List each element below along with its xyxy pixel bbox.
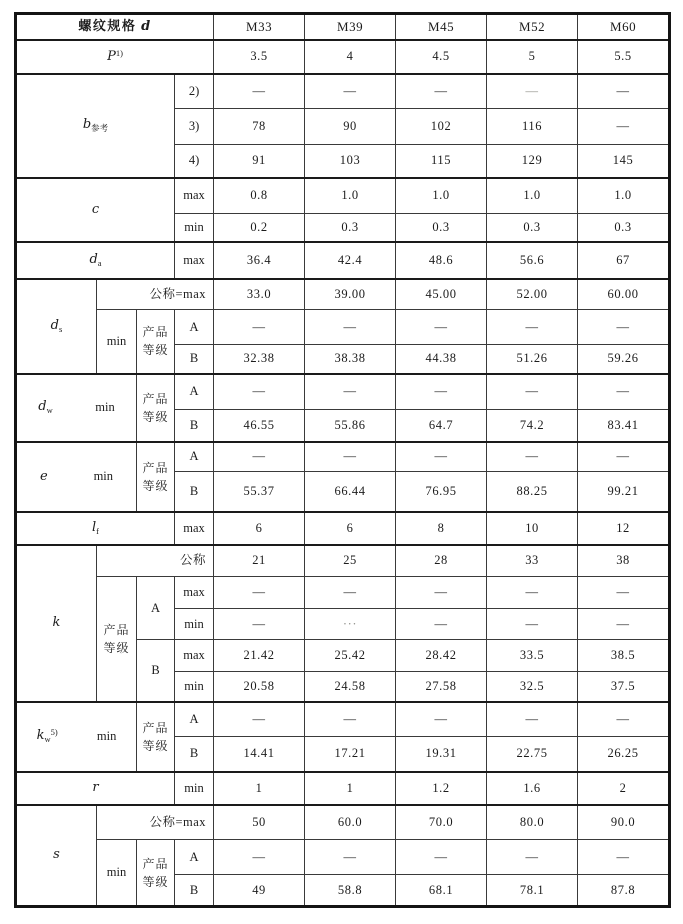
row-label-cell: $d_s$ [16, 279, 97, 374]
value-cell: 4.5 [396, 40, 487, 74]
value-cell: 60.00 [578, 279, 670, 310]
value-cell: 24.58 [305, 672, 396, 702]
row-label-cell: A [175, 442, 214, 472]
table-row [16, 279, 670, 310]
value-cell: 49 [214, 875, 305, 907]
value-cell: 55.37 [214, 472, 305, 512]
value-cell: 78 [214, 109, 305, 145]
row-label-cell: $P^{1)}$ [16, 40, 214, 74]
value-cell: 116 [487, 109, 578, 145]
value-cell: — [487, 609, 578, 640]
value-cell: 103 [305, 145, 396, 178]
value-cell: 68.1 [396, 875, 487, 907]
value-cell: — [214, 702, 305, 737]
row-label-cell: min [175, 672, 214, 702]
value-cell: 1.0 [396, 178, 487, 214]
value-cell: — [578, 702, 670, 737]
value-cell: 56.6 [487, 242, 578, 279]
value-cell: 48.6 [396, 242, 487, 279]
column-header-cell: M45 [396, 14, 487, 40]
value-cell: — [578, 74, 670, 109]
value-cell: 19.31 [396, 737, 487, 772]
value-cell: 3.5 [214, 40, 305, 74]
value-cell: 5 [487, 40, 578, 74]
value-cell: 0.2 [214, 214, 305, 242]
table-row [16, 702, 670, 737]
value-cell: 0.3 [305, 214, 396, 242]
value-cell: 6 [214, 512, 305, 545]
value-cell: 32.38 [214, 345, 305, 374]
value-cell: 99.21 [578, 472, 670, 512]
value-cell: 38.5 [578, 640, 670, 672]
value-cell: 64.7 [396, 410, 487, 442]
table-row [16, 840, 670, 875]
value-cell: 0.3 [578, 214, 670, 242]
value-cell: — [487, 374, 578, 410]
value-cell: — [578, 609, 670, 640]
value-cell: 20.58 [214, 672, 305, 702]
row-label-cell: $l_f$ [16, 512, 175, 545]
value-cell: 39.00 [305, 279, 396, 310]
value-cell: 10 [487, 512, 578, 545]
row-label-cell: 公称 [97, 545, 214, 577]
value-cell: 1.6 [487, 772, 578, 805]
column-header-cell: M52 [487, 14, 578, 40]
row-label-cell: max [175, 178, 214, 214]
row-label-cell: 2) [175, 74, 214, 109]
row-label-cell: A [175, 840, 214, 875]
row-label-cell: 产品 等级 [97, 577, 137, 702]
column-header-cell: M33 [214, 14, 305, 40]
value-cell: 129 [487, 145, 578, 178]
value-cell: 74.2 [487, 410, 578, 442]
row-label-cell: A [175, 702, 214, 737]
value-cell: — [396, 442, 487, 472]
value-cell: — [487, 702, 578, 737]
value-cell: 44.38 [396, 345, 487, 374]
value-cell: — [305, 374, 396, 410]
row-label-cell: 产品 等级 [137, 442, 175, 512]
row-label-cell: 3) [175, 109, 214, 145]
value-cell: 0.8 [214, 178, 305, 214]
column-header-cell: M39 [305, 14, 396, 40]
value-cell: 70.0 [396, 805, 487, 840]
row-label-cell: $k_w^{5)}$ min [16, 702, 137, 772]
row-label-cell: A [175, 310, 214, 345]
table-row [16, 442, 670, 472]
value-cell: — [214, 442, 305, 472]
value-cell: 25.42 [305, 640, 396, 672]
value-cell: 51.26 [487, 345, 578, 374]
value-cell: 28.42 [396, 640, 487, 672]
value-cell: 59.26 [578, 345, 670, 374]
thread-spec-table [14, 12, 671, 908]
value-cell: 1.0 [578, 178, 670, 214]
value-cell: 37.5 [578, 672, 670, 702]
value-cell: — [305, 442, 396, 472]
table-row [16, 242, 670, 279]
row-label-cell: min [175, 214, 214, 242]
row-label-cell: s [16, 805, 97, 907]
header-row [16, 14, 670, 40]
row-label-cell: 公称=max [97, 805, 214, 840]
row-label-cell: k [16, 545, 97, 702]
value-cell: — [487, 310, 578, 345]
row-label-cell: $b_{参考}$ [16, 74, 175, 178]
row-label-cell: min [175, 609, 214, 640]
value-cell: 5.5 [578, 40, 670, 74]
value-cell: 45.00 [396, 279, 487, 310]
table-row [16, 545, 670, 577]
value-cell: 12 [578, 512, 670, 545]
value-cell: — [214, 74, 305, 109]
value-cell: 1 [305, 772, 396, 805]
value-cell: 115 [396, 145, 487, 178]
row-label-cell: max [175, 640, 214, 672]
table-row [16, 577, 670, 609]
row-label-cell: min [175, 772, 214, 805]
table-row [16, 310, 670, 345]
value-cell: 90 [305, 109, 396, 145]
row-label-cell: A [175, 374, 214, 410]
value-cell: 21.42 [214, 640, 305, 672]
row-label-cell: B [137, 640, 175, 702]
value-cell: — [396, 74, 487, 109]
value-cell: — [305, 74, 396, 109]
row-label-cell: B [175, 410, 214, 442]
value-cell: 14.41 [214, 737, 305, 772]
row-label-cell: min [97, 310, 137, 374]
value-cell: ··· [305, 609, 396, 640]
value-cell: 2 [578, 772, 670, 805]
value-cell: 0.3 [396, 214, 487, 242]
value-cell: — [396, 374, 487, 410]
value-cell: 38 [578, 545, 670, 577]
value-cell: 66.44 [305, 472, 396, 512]
row-label-cell: 产品 等级 [137, 702, 175, 772]
value-cell: 38.38 [305, 345, 396, 374]
value-cell: — [305, 702, 396, 737]
value-cell: 67 [578, 242, 670, 279]
value-cell: 102 [396, 109, 487, 145]
row-label-cell: B [175, 345, 214, 374]
value-cell: 80.0 [487, 805, 578, 840]
value-cell: 83.41 [578, 410, 670, 442]
value-cell: — [396, 310, 487, 345]
value-cell: 33.5 [487, 640, 578, 672]
value-cell: — [305, 310, 396, 345]
row-label-cell: c [16, 178, 175, 242]
value-cell: 21 [214, 545, 305, 577]
value-cell: 1.0 [487, 178, 578, 214]
row-label-cell: 产品 等级 [137, 310, 175, 374]
value-cell: — [214, 577, 305, 609]
row-label-cell: $d_w$ min [16, 374, 137, 442]
row-label-cell: r [16, 772, 175, 805]
table-row [16, 40, 670, 74]
value-cell: — [214, 840, 305, 875]
row-label-cell: 公称=max [97, 279, 214, 310]
value-cell: — [578, 109, 670, 145]
value-cell: 33 [487, 545, 578, 577]
row-label-cell: max [175, 242, 214, 279]
value-cell: 145 [578, 145, 670, 178]
value-cell: — [396, 840, 487, 875]
value-cell: 0.3 [487, 214, 578, 242]
value-cell: 1 [214, 772, 305, 805]
value-cell: — [487, 840, 578, 875]
value-cell: 25 [305, 545, 396, 577]
value-cell: 46.55 [214, 410, 305, 442]
row-label-cell: $d_a$ [16, 242, 175, 279]
value-cell: 17.21 [305, 737, 396, 772]
row-label-cell: A [137, 577, 175, 640]
value-cell: 4 [305, 40, 396, 74]
value-cell: 1.2 [396, 772, 487, 805]
corner-header-cell: 螺纹规格 d [16, 14, 214, 40]
value-cell: — [214, 374, 305, 410]
table-row [16, 178, 670, 214]
value-cell: — [487, 577, 578, 609]
value-cell: 28 [396, 545, 487, 577]
row-label-cell: 产品 等级 [137, 840, 175, 907]
row-label-cell: B [175, 472, 214, 512]
value-cell: 91 [214, 145, 305, 178]
value-cell: — [396, 609, 487, 640]
value-cell: — [305, 840, 396, 875]
value-cell: — [396, 702, 487, 737]
row-label-cell: 4) [175, 145, 214, 178]
value-cell: 88.25 [487, 472, 578, 512]
value-cell: — [396, 577, 487, 609]
value-cell: 87.8 [578, 875, 670, 907]
table-row [16, 805, 670, 840]
row-label-cell: min [97, 840, 137, 907]
row-label-cell: B [175, 737, 214, 772]
value-cell: — [578, 840, 670, 875]
value-cell: 26.25 [578, 737, 670, 772]
value-cell: 60.0 [305, 805, 396, 840]
value-cell: — [214, 310, 305, 345]
value-cell: — [305, 577, 396, 609]
value-cell: 55.86 [305, 410, 396, 442]
value-cell: — [578, 442, 670, 472]
row-label-cell: max [175, 577, 214, 609]
table-body [16, 14, 670, 907]
value-cell: 78.1 [487, 875, 578, 907]
value-cell: 32.5 [487, 672, 578, 702]
value-cell: 76.95 [396, 472, 487, 512]
value-cell: 42.4 [305, 242, 396, 279]
value-cell: 58.8 [305, 875, 396, 907]
table-row [16, 512, 670, 545]
value-cell: 33.0 [214, 279, 305, 310]
value-cell: — [578, 374, 670, 410]
value-cell: 8 [396, 512, 487, 545]
value-cell: — [487, 442, 578, 472]
table-row [16, 74, 670, 109]
table-row [16, 374, 670, 410]
value-cell: — [578, 577, 670, 609]
row-label-cell: B [175, 875, 214, 907]
value-cell: 22.75 [487, 737, 578, 772]
column-header-cell: M60 [578, 14, 670, 40]
value-cell: 90.0 [578, 805, 670, 840]
row-label-cell: max [175, 512, 214, 545]
value-cell: — [578, 310, 670, 345]
table-row [16, 772, 670, 805]
value-cell: — [214, 609, 305, 640]
value-cell: 27.58 [396, 672, 487, 702]
value-cell: 50 [214, 805, 305, 840]
value-cell: 1.0 [305, 178, 396, 214]
value-cell: 6 [305, 512, 396, 545]
value-cell: — [487, 74, 578, 109]
row-label-cell: e min [16, 442, 137, 512]
value-cell: 36.4 [214, 242, 305, 279]
row-label-cell: 产品 等级 [137, 374, 175, 442]
value-cell: 52.00 [487, 279, 578, 310]
